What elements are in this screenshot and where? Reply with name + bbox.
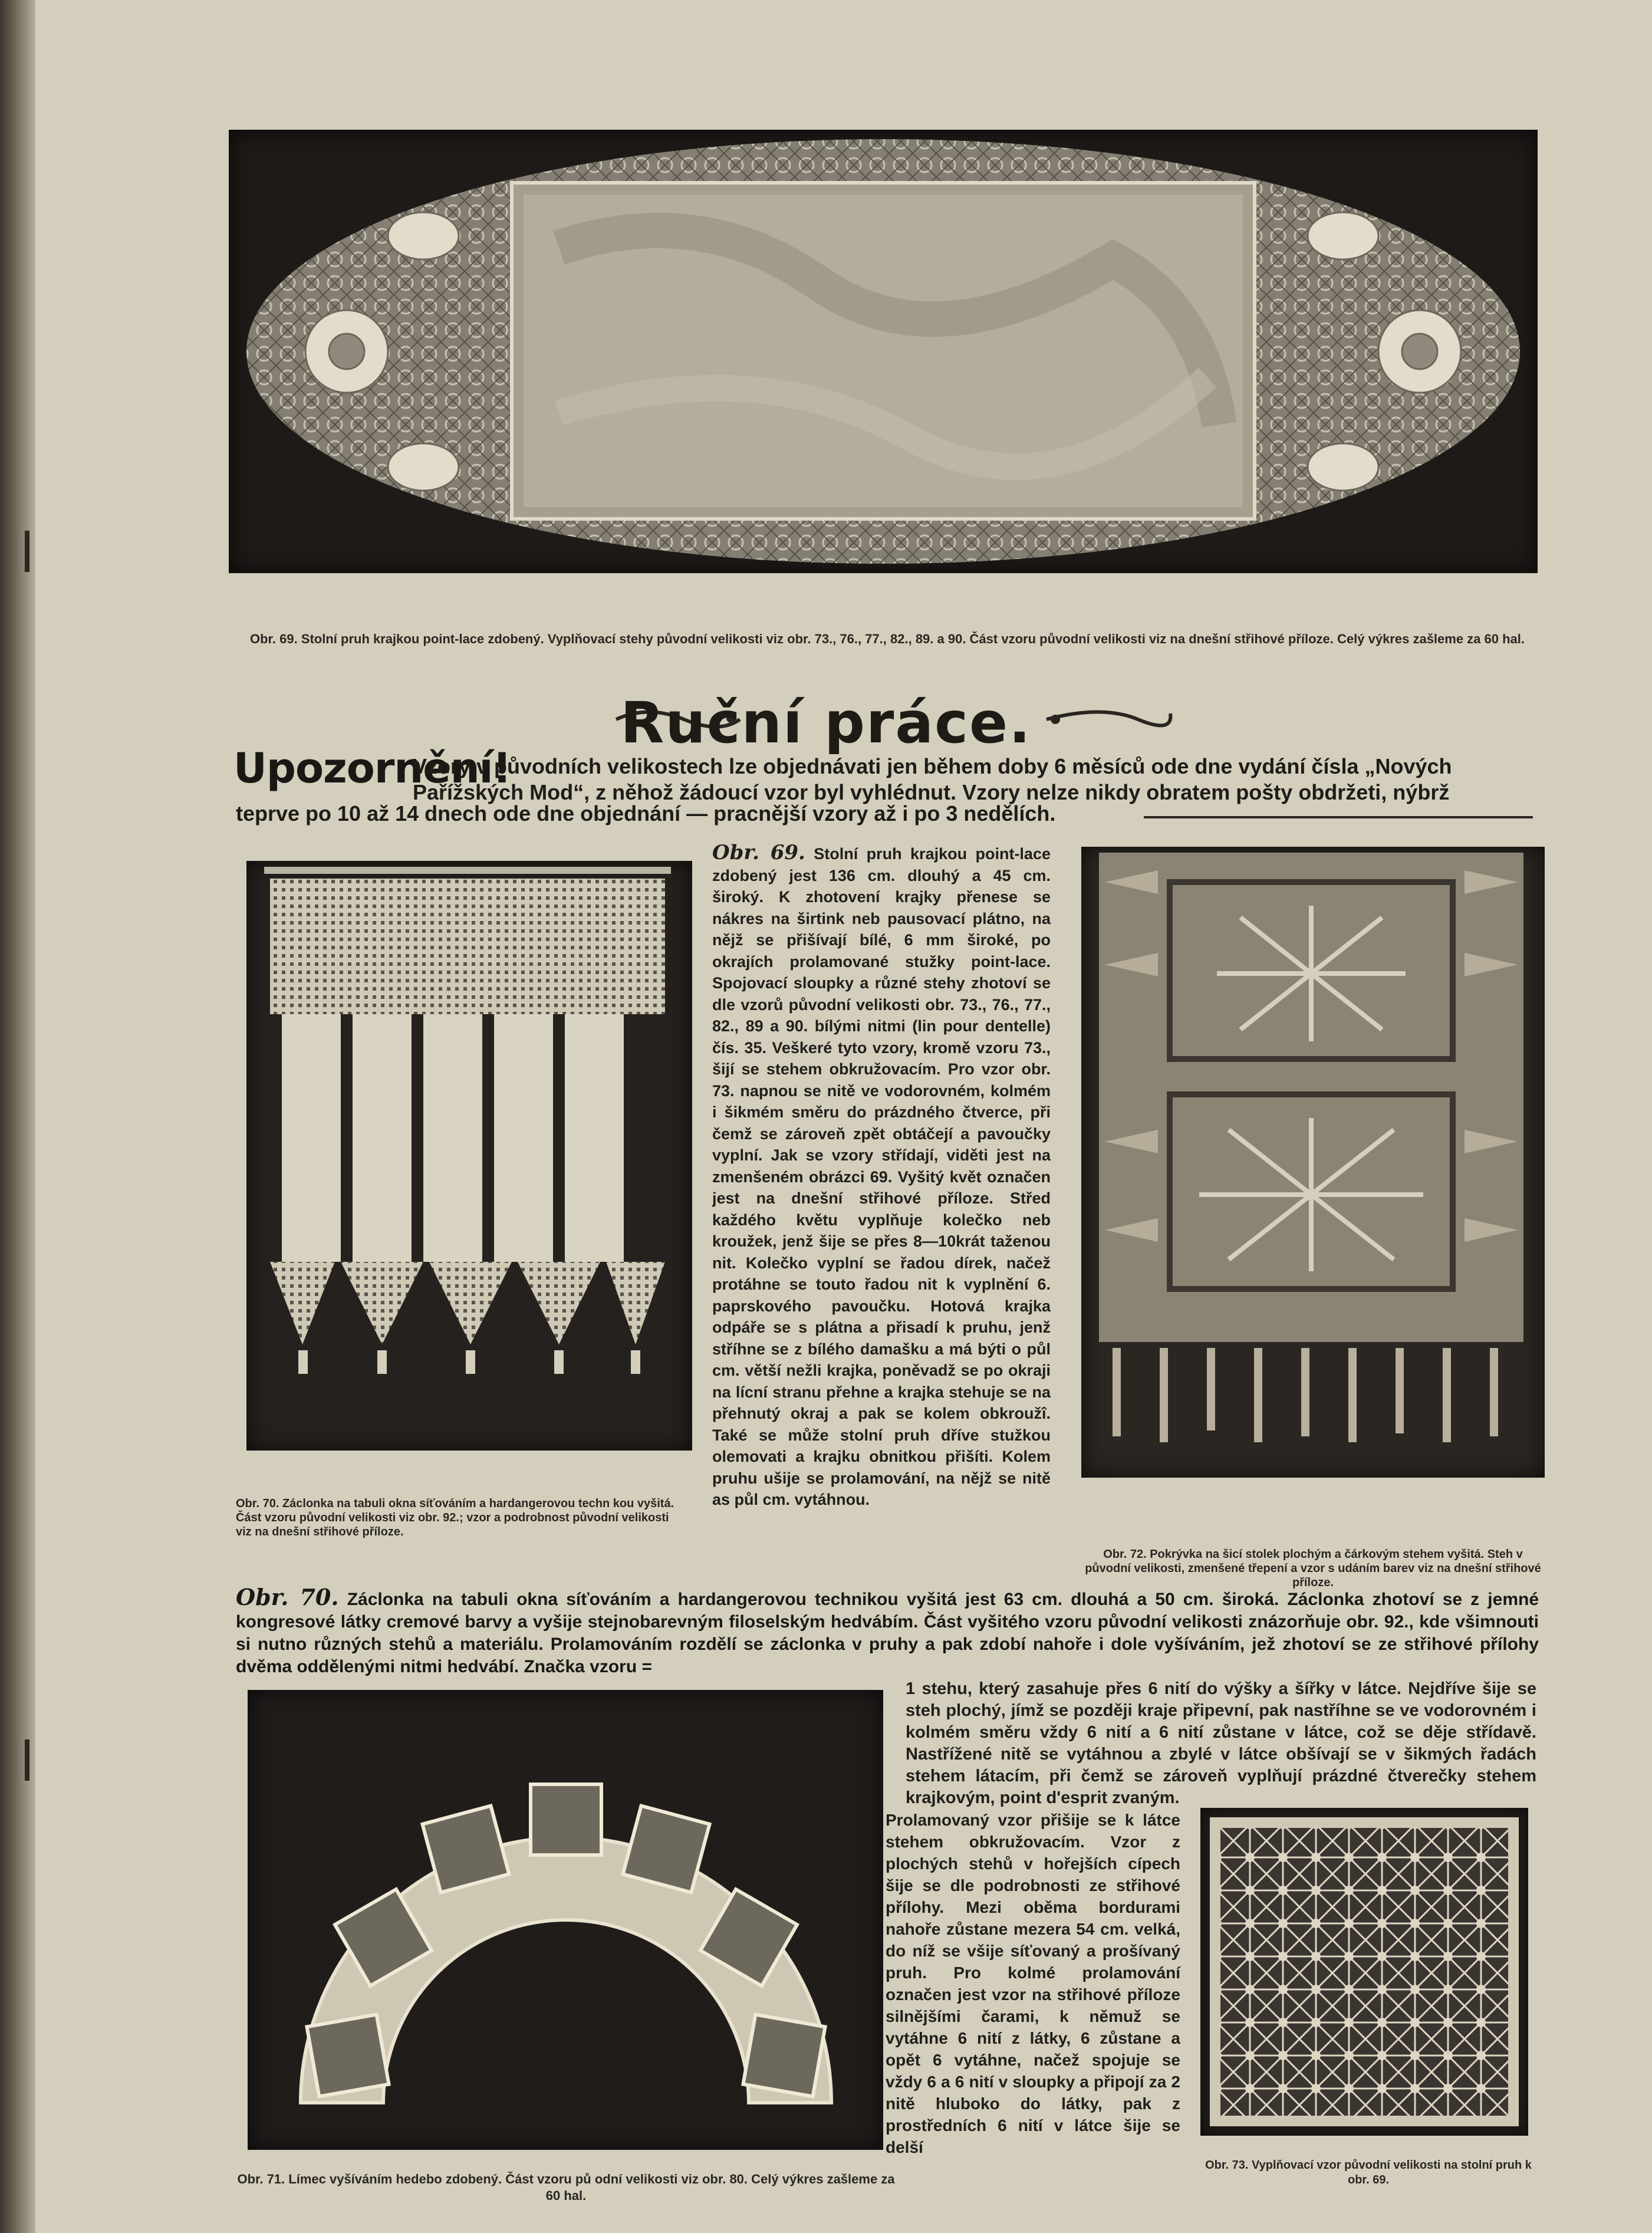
- page-binding-edge: [0, 0, 35, 2233]
- notice-rule: [1144, 816, 1533, 818]
- article-69-lead: Obr. 69.: [712, 841, 805, 864]
- article-70-second-continuation: Prolamovaný vzor přišije se k látce stehem obkružovacím. Vzor z plochých stehů v hořejších cípech šije se dle podrobnosti ze střihové přílohy. Mezi oběma bordurami nahoře zůstane mezera 54 cm. velká, do níž se všije síťovaný a prošívaný pruh. Pro kolmé prolamování označen jest vzor na střihové příloze silnějšími čarami, k němuž se vytáhne 6 nití z látky, 6 zůstane a opět 6 vytáhne, načež spojuje se vždy 6 a 6 nití v sloupky a připojí za 2 nitě hluboko do látky, pak z prostředních 6 nití v látce šije se delší: [886, 1811, 1180, 2156]
- article-70-continuation: 1 stehu, který zasahuje přes 6 nití do výšky a šířky v látce. Nejdříve šije se steh plochý, jímž se později kraje připevní, pak nastříhne se ve vodorovném i kolmém směru vždy 6 nití a 6 nití zůstane v látce, což se děje střídavě. Nastřížené nitě se vytáhnou a zbylé v látce obšívají se v šikmých řadách stehem látacím, při čemž se zároveň vyplňují prázdné čtverečky stehem krajkovým, point d'esprit zvaným.: [906, 1679, 1536, 1807]
- figure-69-photo: [229, 130, 1538, 573]
- flourish-right-icon: [1044, 702, 1173, 737]
- article-70-body: Záclonka na tabuli okna síťováním a hardangerovou technikou vyšitá jest 63 cm. dlouhá a 50 cm. široká. Záclonka zhotoví se z jemné kongresové látky cremové barvy a vyšije stejnobarevným filoselským hedvábím. Část vyšitého vzoru původní velikosti znázorňuje obr. 92., kde všimnouti si nutno různých stehů a materiálu. Prolamováním rozdělí se záclonka v pruhy a pak zdobí nahoře i dole vyšíváním, jež zhotoví se ze střihové přílohy dvěma oddělenými nitmi hedvábí. Značka vzoru =: [236, 1590, 1539, 1676]
- figure-71-photo: [248, 1690, 883, 2150]
- binding-mark: [25, 1739, 29, 1781]
- notice-line-2: Pařížských Mod“, z něhož žádoucí vzor byl vyhlédnut. Vzory nelze nikdy obratem pošty obdržeti, nýbrž: [413, 780, 1450, 804]
- article-70-text: [236, 1586, 1539, 1678]
- table-runner-illustration: [229, 130, 1538, 573]
- figure-72-photo: [1081, 847, 1545, 1478]
- figure-69-caption: Obr. 69. Stolní pruh krajkou point-lace zdobený. Vyplňovací stehy původní velikosti viz obr. 73., 76., 77., 82., 89. a 90. Část vzoru původní velikosti viz na dnešní střihové příloze. Celý výkres zašleme za 60 hal.: [249, 632, 1525, 646]
- notice-heading: Upozornění!: [233, 744, 511, 792]
- figure-72-caption: Obr. 72. Pokrývka na šicí stolek plochým a čárkovým stehem vyšitá. Steh v původní velikosti, zmenšené třepení a vzor s udáním barev viz na dnešní střihové příloze.: [1085, 1548, 1541, 1589]
- table-cover-illustration: [1081, 847, 1545, 1478]
- binding-mark: [25, 531, 29, 572]
- section-title: Ruční práce.: [620, 690, 1032, 756]
- figure-73-caption: Obr. 73. Vyplňovací vzor původní velikosti na stolní pruh k obr. 69.: [1205, 2159, 1532, 2186]
- notice-line-3: teprve po 10 až 14 dnech ode dne objednání — pracnější vzory až i po 3 nedělích.: [236, 801, 1056, 826]
- article-70-lead: Obr. 70.: [236, 1584, 339, 1610]
- collar-illustration: [248, 1690, 883, 2150]
- notice-line-1: Vzory v původních velikostech lze objednávati jen během doby 6 měsíců ode dne vydání čísla „Nových: [413, 754, 1452, 778]
- figure-70-photo: [246, 861, 692, 1451]
- curtain-illustration: [246, 861, 692, 1451]
- figure-73-photo: [1200, 1808, 1528, 2136]
- article-69-text: [712, 842, 1051, 1511]
- figure-70-caption: Obr. 70. Záclonka na tabuli okna síťováním a hardangerovou techn kou vyšitá. Část vzoru původní velikosti viz obr. 92.; vzor a podrobnost původní velikosti viz na dnešní střihové příloze.: [236, 1497, 674, 1538]
- figure-71-caption: Obr. 71. Límec vyšíváním hedebo zdobený. Část vzoru pů odní velikosti viz obr. 80. Celý výkres zašleme za 60 hal.: [237, 2172, 895, 2203]
- article-69-body: Stolní pruh krajkou point-lace zdobený jest 136 cm. dlouhý a 45 cm. široký. K zhotovení krajky přenese se nákres na širtink neb pausovací plátno, na nějž se přišívají bílé, 6 mm široké, po okrajích prolamované stužky point-lace. Spojovací sloupky a různé stehy zhotoví se dle vzorů původní velikosti obr. 73., 76., 77., 82., 89 a 90. bílými nitmi (lin pour dentelle) čís. 35. Veškeré tyto vzory, kromě vzoru 73., šijí se stehem obkružovacím. Pro vzor obr. 73. napnou se nitě ve vodorovném, kolmém i šikmém směru do prázdného čtverce, při čemž se zároveň zpět obtáčejí a pavoučky vyplní. Jak se vzory střídají, viděti jest na zmenšeném obrázci 69. Vyšitý květ označen jest na dnešní střihové příloze. Střed každého květu vyplňuje kolečko neb kroužek, jenž šije se přes 8—10krát taženou nit. Kolečko vyplní se řadou dírek, načež protáhne se touto řadou nit k vyplnění 6. paprskového pavoučku. Hotová krajka odpáře se s plátna a přisadí k pruhu, jenž stříhne se z bílého damašku a má býti o půl cm. větší nežli krajka, poněvadž se po okraji na lícní stranu přehne a krajka stehuje se na přehnutý okraj a pak se kolem obkroužî. Také se může stolní pruh dříve stužkou olemovati a krajku obnitkou přišíti. Kolem pruhu ušije se prolamování, na nějž se nitě as půl cm. vytáhnou.: [712, 845, 1051, 1508]
- filling-pattern-illustration: [1200, 1808, 1528, 2136]
